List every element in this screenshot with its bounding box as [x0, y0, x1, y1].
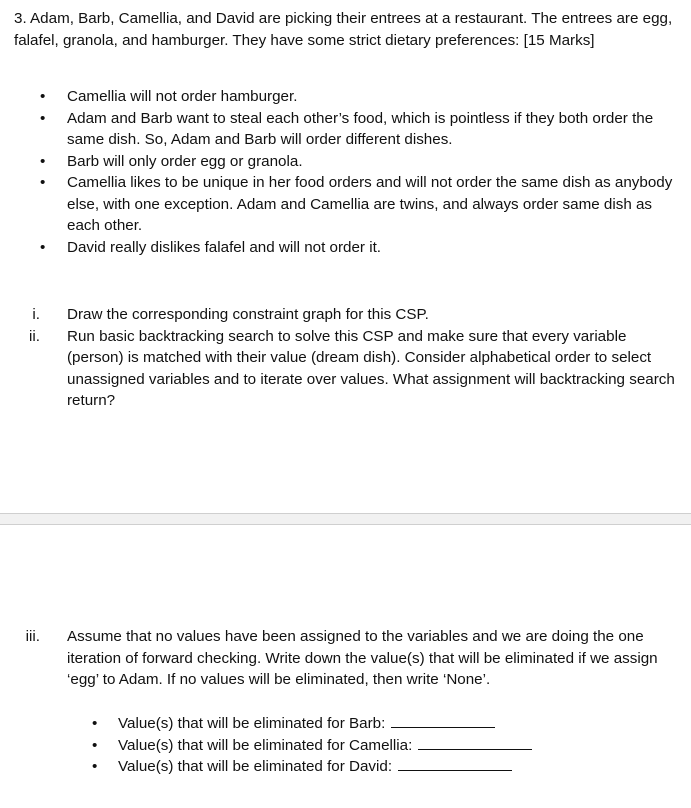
- list-item: [14, 713, 684, 735]
- subquestion-text: Assume that no values have been assigned to the variables and we are doing the one iteration of forward checking. Write down the value(s) that will be eliminated if we assign ‘egg’ to Adam. If no values will be eliminated, then write ‘None’.: [67, 628, 658, 688]
- answer-blanks-list: [14, 713, 684, 778]
- list-item: [14, 237, 684, 259]
- subquestion-list: [14, 304, 684, 412]
- bullet-icon: •: [40, 238, 46, 256]
- list-item: [14, 735, 684, 757]
- constraint-text: Camellia will not order hamburger.: [67, 88, 298, 105]
- bullet-icon: •: [40, 109, 46, 127]
- subquestion-text: Draw the corresponding constraint graph for this CSP.: [67, 306, 429, 323]
- bullet-icon: •: [40, 174, 46, 191]
- answer-prompt: Value(s) that will be eliminated for Camellia:: [118, 736, 413, 754]
- page-separator: [0, 513, 691, 525]
- subquestion-text: Run basic backtracking search to solve this CSP and make sure that every variable (person) is matched with their value (dream dish). Consider alphabetical order to select unassigned variables and to iterate over values. What assignment will backtracking search return?: [67, 327, 675, 409]
- subquestion-i: [14, 304, 684, 326]
- constraint-text: Barb will only order egg or granola.: [67, 152, 303, 170]
- subquestion-iii: [14, 626, 684, 691]
- list-item: [14, 86, 684, 108]
- bullet-icon: •: [92, 715, 98, 732]
- answer-blank-david[interactable]: [398, 756, 512, 771]
- bullet-icon: •: [92, 736, 98, 754]
- bullet-icon: •: [92, 758, 98, 775]
- answer-blank-camellia[interactable]: [418, 735, 532, 750]
- question-intro: 3. Adam, Barb, Camellia, and David are picking their entrees at a restaurant. The entrees are egg, falafel, granola, and hamburger. They have some strict dietary preferences: [15 Marks]: [14, 10, 673, 49]
- list-item: [14, 151, 684, 173]
- subquestion-list: [14, 626, 684, 691]
- answer-prompt: Value(s) that will be eliminated for David:: [118, 758, 393, 775]
- subquestion-number: iii.: [25, 628, 40, 645]
- bullet-icon: •: [40, 88, 46, 105]
- subquestion-ii: [14, 326, 684, 412]
- constraint-list: [14, 86, 684, 258]
- answer-prompt: Value(s) that will be eliminated for Barb:: [118, 715, 386, 732]
- constraint-text: David really dislikes falafel and will not order it.: [67, 238, 382, 256]
- constraint-text: Adam and Barb want to steal each other’s food, which is pointless if they both order the same dish. So, Adam and Barb will order different dishes.: [67, 109, 654, 148]
- answer-blank-barb[interactable]: [391, 713, 495, 728]
- constraint-text: Camellia likes to be unique in her food orders and will not order the same dish as anybody else, with one exception. Adam and Camellia are twins, and always order same dish as each other.: [67, 174, 673, 234]
- subquestion-number: ii.: [29, 327, 40, 345]
- list-item: [14, 108, 684, 151]
- list-item: [14, 172, 684, 237]
- subquestion-number: i.: [32, 306, 40, 323]
- bullet-icon: •: [40, 152, 46, 170]
- list-item: [14, 756, 684, 778]
